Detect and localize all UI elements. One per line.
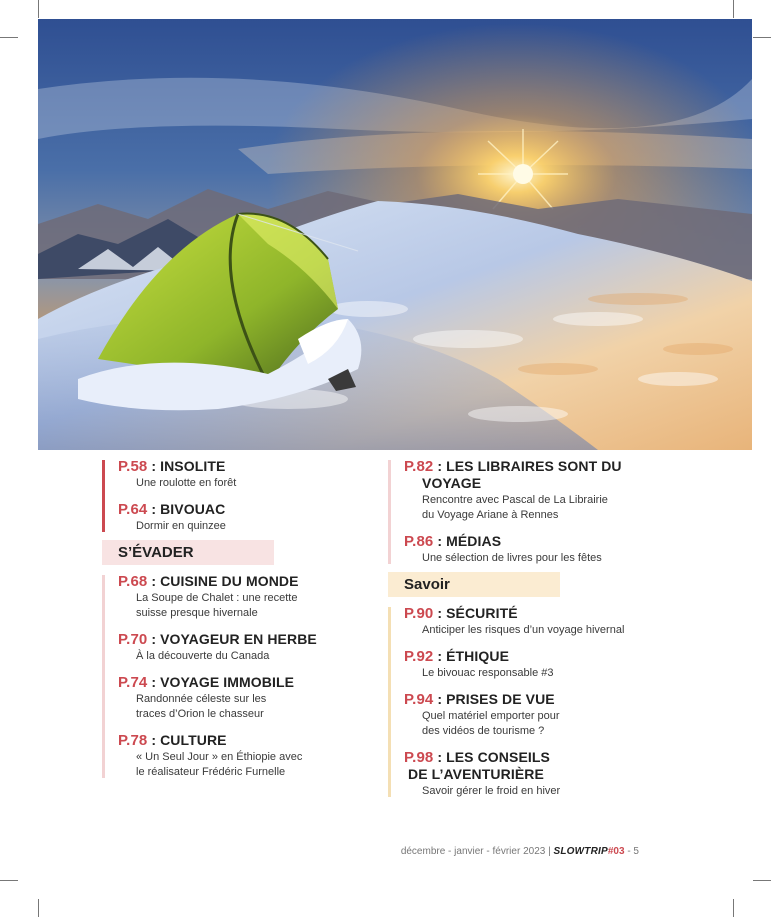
toc-entry-heading: [118, 674, 362, 691]
toc-entry-heading: [404, 533, 728, 550]
entry-description: Dormir en quinzee: [136, 520, 226, 532]
separator: :: [147, 458, 161, 474]
entry-title: LES CONSEILS: [446, 749, 550, 765]
toc-entry[interactable]: [404, 691, 728, 739]
entry-title-continued: VOYAGE: [422, 475, 482, 491]
page-number-footer: - 5: [624, 846, 639, 857]
entry-description: [118, 591, 362, 621]
page-number: P.98: [404, 749, 434, 766]
description-line: Randonnée céleste sur les: [136, 693, 267, 705]
page-number: P.86: [404, 533, 434, 550]
entry-description: [118, 692, 362, 722]
toc-entry[interactable]: [404, 458, 728, 523]
entry-title: INSOLITE: [160, 458, 226, 474]
toc-entry-heading: [404, 749, 728, 783]
separator: :: [147, 732, 161, 748]
entry-title: LES LIBRAIRES SONT DU: [446, 458, 622, 474]
entry-description: [404, 784, 728, 799]
entry-title: VOYAGEUR EN HERBE: [160, 631, 317, 647]
description-line: des vidéos de tourisme ?: [422, 725, 545, 737]
separator: :: [433, 458, 447, 474]
hero-photo: [38, 19, 752, 450]
toc-entry-heading: [118, 732, 362, 749]
entry-description: [404, 623, 728, 638]
issue-date: décembre - janvier - février 2023 |: [400, 846, 554, 857]
toc-left-column: [102, 458, 362, 780]
description-line: À la découverte du Canada: [136, 650, 270, 662]
page-number: P.58: [118, 458, 148, 475]
entry-description: [404, 493, 728, 523]
entry-title: SÉCURITÉ: [446, 605, 518, 621]
toc-entry[interactable]: [404, 648, 728, 681]
separator: :: [433, 605, 447, 621]
description-line: Anticiper les risques d’un voyage hivernal: [422, 624, 625, 636]
toc-entry[interactable]: [118, 631, 362, 664]
crop-mark: [753, 37, 771, 38]
page-number: P.64: [118, 501, 148, 518]
toc-entry[interactable]: [118, 732, 362, 780]
description-line: Une sélection de livres pour les fêtes: [422, 552, 602, 564]
separator: :: [433, 648, 447, 664]
page-number: P.82: [404, 458, 434, 475]
description-line: La Soupe de Chalet : une recette: [136, 592, 298, 604]
separator: :: [147, 501, 161, 517]
separator: :: [147, 674, 161, 690]
description-line: traces d’Orion le chasseur: [136, 708, 264, 720]
crop-mark: [38, 899, 39, 917]
entry-title: ÉTHIQUE: [446, 648, 510, 664]
entry-title-continued: DE L’AVENTURIÈRE: [408, 766, 544, 782]
description-line: Savoir gérer le froid en hiver: [422, 785, 561, 797]
entry-description: [404, 666, 728, 681]
page-number: P.74: [118, 674, 148, 691]
description-line: du Voyage Ariane à Rennes: [422, 509, 559, 521]
entry-title: BIVOUAC: [160, 501, 226, 517]
section-label-savoir: Savoir: [388, 572, 560, 597]
entry-title: MÉDIAS: [446, 533, 502, 549]
toc-group-pink: [388, 458, 728, 566]
toc-group-red: [102, 458, 362, 534]
toc-entry-heading: [118, 458, 362, 475]
crop-mark: [733, 0, 734, 18]
toc-group-pink: [102, 573, 362, 780]
entry-title: CUISINE DU MONDE: [160, 573, 299, 589]
toc-entry[interactable]: [404, 749, 728, 799]
toc-group-beige: [388, 605, 728, 799]
page-footer: [401, 846, 639, 857]
toc-entry-heading: [404, 458, 728, 492]
page-number: P.94: [404, 691, 434, 708]
crop-mark: [733, 899, 734, 917]
issue-number: #03: [607, 846, 625, 857]
separator: :: [433, 749, 447, 765]
description-line: suisse presque hivernale: [136, 607, 258, 619]
page-number: P.92: [404, 648, 434, 665]
toc-entry-heading: [118, 631, 362, 648]
tent-sunset-illustration: [38, 19, 752, 450]
description-line: Rencontre avec Pascal de La Librairie: [422, 494, 608, 506]
entry-title: CULTURE: [160, 732, 227, 748]
description-line: Le bivouac responsable #3: [422, 667, 554, 679]
toc-entry[interactable]: [118, 674, 362, 722]
separator: :: [147, 573, 161, 589]
separator: :: [433, 533, 447, 549]
toc-entry-heading: [404, 605, 728, 622]
crop-mark: [0, 880, 18, 881]
entry-description: Une roulotte en forêt: [136, 477, 237, 489]
toc-entry-heading: [404, 691, 728, 708]
crop-mark: [0, 37, 18, 38]
entry-description: [404, 551, 728, 566]
toc-entry-heading: [118, 501, 362, 518]
toc-entry-heading: [118, 573, 362, 590]
crop-mark: [38, 0, 39, 18]
toc-entry[interactable]: [118, 573, 362, 621]
description-line: « Un Seul Jour » en Éthiopie avec: [136, 751, 303, 763]
toc-entry-heading: [404, 648, 728, 665]
entry-title: VOYAGE IMMOBILE: [160, 674, 295, 690]
page-number: P.78: [118, 732, 148, 749]
toc-entry[interactable]: [404, 605, 728, 638]
entry-title: PRISES DE VUE: [446, 691, 555, 707]
description-line: le réalisateur Frédéric Furnelle: [136, 766, 286, 778]
crop-mark: [753, 880, 771, 881]
entry-description: [118, 649, 362, 664]
separator: :: [433, 691, 447, 707]
magazine-brand: SLOWTRIP: [553, 846, 608, 857]
toc-entry[interactable]: [404, 533, 728, 566]
page-number: P.90: [404, 605, 434, 622]
page-number: P.68: [118, 573, 148, 590]
separator: :: [147, 631, 161, 647]
toc-right-column: [388, 458, 728, 799]
section-label-sevader: S’ÉVADER: [102, 540, 274, 565]
toc-entry[interactable]: [118, 458, 362, 491]
entry-description: [118, 750, 362, 780]
page-number: P.70: [118, 631, 148, 648]
entry-description: [404, 709, 728, 739]
toc-entry[interactable]: [118, 501, 362, 534]
description-line: Quel matériel emporter pour: [422, 710, 560, 722]
